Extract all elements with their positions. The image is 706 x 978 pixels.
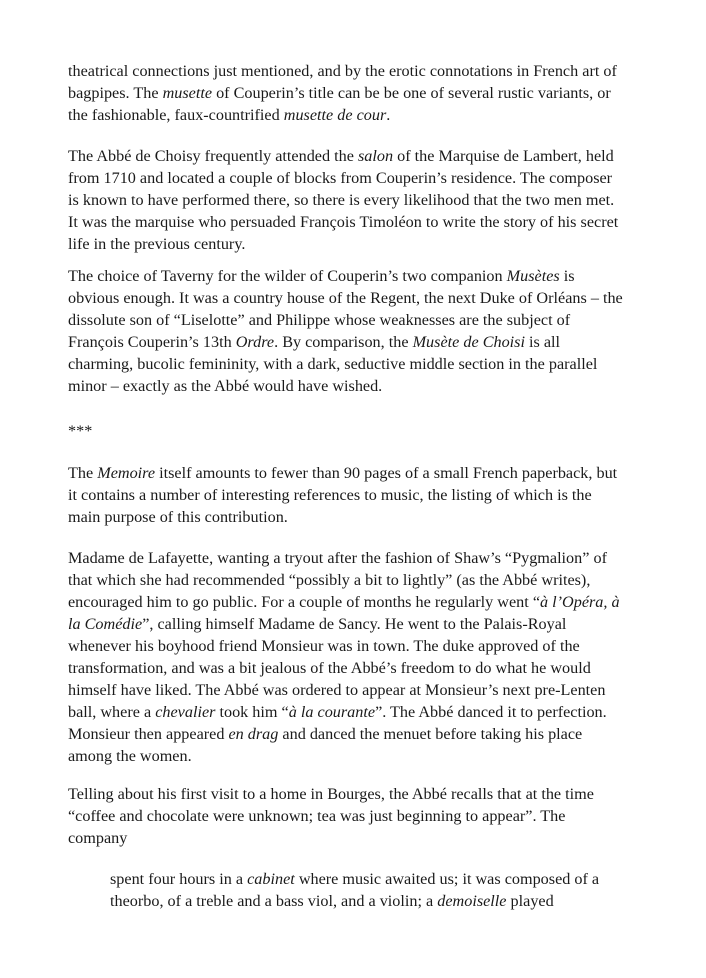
text-run: charming, bucolic femininity, with a dark, seductive middle section in the parallel	[68, 355, 598, 373]
text-line	[68, 375, 382, 397]
text-run: ball, where a	[68, 703, 156, 721]
text-line	[68, 805, 565, 827]
text-run: itself amounts to fewer than 90 pages of a small French paperback, but	[155, 464, 618, 482]
text-line	[68, 569, 590, 591]
text-run: François Couperin’s 13th	[68, 333, 236, 351]
text-line	[68, 745, 192, 767]
text-run: ”. The Abbé danced it to perfection.	[375, 703, 607, 721]
text-run: theorbo, of a treble and a bass viol, and a violin; a	[110, 892, 438, 910]
italic-text: la Comédie	[68, 615, 143, 633]
italic-text: Memoire	[97, 464, 156, 482]
text-run: The choice of Taverny for the wilder of Couperin’s two companion	[68, 267, 507, 285]
text-run: took him “	[215, 703, 289, 721]
text-line	[68, 331, 560, 353]
text-run: ”, calling himself Madame de Sancy. He went to the Palais-Royal	[142, 615, 567, 633]
text-run: transformation, and was a bit jealous of the Abbé’s freedom to do what he would	[68, 659, 591, 677]
italic-text: Musètes	[506, 267, 560, 285]
text-line	[68, 484, 592, 506]
text-run: from 1710 and located a couple of blocks from Couperin’s residence. The composer	[68, 169, 613, 187]
italic-text: Musète de Choisi	[412, 333, 525, 351]
text-line	[68, 827, 127, 849]
text-run: whenever his boyhood friend Monsieur was in town. The duke approved of the	[68, 637, 580, 655]
text-line	[110, 868, 599, 890]
italic-text: en drag	[228, 725, 279, 743]
text-line	[68, 547, 607, 569]
italic-text: Ordre	[235, 333, 275, 351]
text-line	[68, 309, 570, 331]
text-line	[68, 265, 575, 287]
text-run: encouraged him to go public. For a couple of months he regularly went “	[68, 593, 541, 611]
text-run: among the women.	[68, 747, 192, 765]
text-line	[68, 104, 390, 126]
text-run: where music awaited us; it was composed of a	[294, 870, 600, 888]
text-run: obvious enough. It was a country house of the Regent, the next Duke of Orléans – the	[68, 289, 623, 307]
text-run: minor – exactly as the Abbé would have wished.	[68, 377, 383, 395]
text-run: The	[68, 464, 98, 482]
text-line	[68, 353, 597, 375]
text-run: life in the previous century.	[68, 235, 246, 253]
text-line	[68, 723, 582, 745]
text-line	[68, 679, 605, 701]
text-run: It was the marquise who persuaded François Timoléon to write the story of his secret	[68, 213, 619, 231]
text-line	[68, 287, 623, 309]
italic-text: musette de cour	[283, 106, 387, 124]
text-line	[68, 420, 92, 442]
text-line	[68, 189, 614, 211]
text-line	[68, 635, 580, 657]
text-line	[68, 211, 618, 233]
text-run: Monsieur then appeared	[68, 725, 229, 743]
italic-text: à l’Opéra, à	[540, 593, 620, 611]
text-run: main purpose of this contribution.	[68, 508, 288, 526]
text-run: ***	[68, 422, 93, 440]
text-run: played	[506, 892, 554, 910]
text-line	[68, 506, 288, 528]
text-line	[68, 60, 617, 82]
text-run: the fashionable, faux-countrified	[68, 106, 284, 124]
text-run: The Abbé de Choisy frequently attended the	[68, 147, 358, 165]
text-run: “coffee and chocolate were unknown; tea was just beginning to appear”. The	[68, 807, 566, 825]
text-run: that which she had recommended “possibly a bit to lightly” (as the Abbé writes),	[68, 571, 591, 589]
italic-text: demoiselle	[437, 892, 507, 910]
text-run: is all	[524, 333, 561, 351]
text-line	[68, 233, 245, 255]
text-run: it contains a number of interesting references to music, the listing of which is the	[68, 486, 592, 504]
italic-text: chevalier	[155, 703, 216, 721]
text-line	[68, 82, 611, 104]
text-run: of the Marquise de Lambert, held	[393, 147, 614, 165]
text-line	[68, 462, 617, 484]
text-run: of Couperin’s title can be be one of several rustic variants, or	[212, 84, 611, 102]
italic-text: musette	[162, 84, 213, 102]
text-line	[68, 783, 594, 805]
text-run: and danced the menuet before taking his place	[278, 725, 583, 743]
text-line	[68, 145, 614, 167]
text-run: Madame de Lafayette, wanting a tryout after the fashion of Shaw’s “Pygmalion” of	[68, 549, 607, 567]
text-run: .	[386, 106, 391, 124]
text-run: Telling about his first visit to a home in Bourges, the Abbé recalls that at the time	[68, 785, 594, 803]
text-run: spent four hours in a	[110, 870, 248, 888]
text-run: is	[559, 267, 575, 285]
text-run: company	[68, 829, 128, 847]
text-run: is known to have performed there, so there is every likelihood that the two men met.	[68, 191, 615, 209]
text-line	[68, 701, 607, 723]
text-line	[68, 167, 612, 189]
text-line	[68, 613, 566, 635]
italic-text: salon	[357, 147, 394, 165]
text-run: dissolute son of “Liselotte” and Philippe whose weaknesses are the subject of	[68, 311, 571, 329]
text-line	[110, 890, 554, 912]
text-run: . By comparison, the	[274, 333, 413, 351]
text-run: bagpipes. The	[68, 84, 163, 102]
text-line	[68, 591, 620, 613]
text-run: theatrical connections just mentioned, and by the erotic connotations in French art of	[68, 62, 617, 80]
italic-text: à la courante	[288, 703, 376, 721]
text-line	[68, 657, 591, 679]
text-run: himself have liked. The Abbé was ordered to appear at Monsieur’s next pre-Lenten	[68, 681, 606, 699]
italic-text: cabinet	[247, 870, 295, 888]
